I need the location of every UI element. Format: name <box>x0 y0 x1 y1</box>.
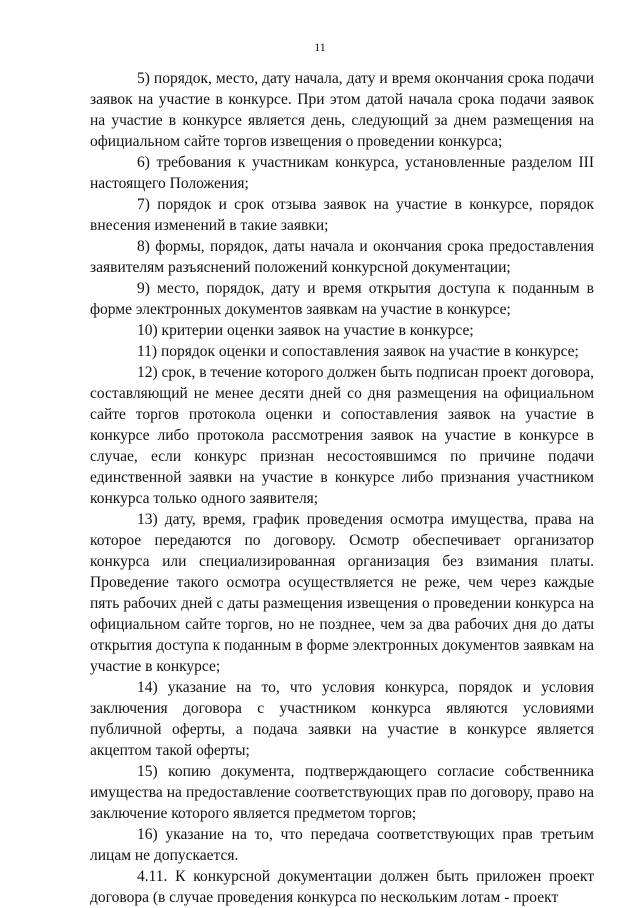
paragraph-section-4-11: 4.11. К конкурсной документации должен быть приложен проект договора (в случае проведения конкурса по нескольким лотам - проект <box>90 868 594 906</box>
paragraph-item-12: 12) срок, в течение которого должен быть подписан проект договора, составляющий не менее десяти дней со дня размещения на официальном сайте торгов протокола оценки и сопоставления заявок на участие в конкурсе либо протокола рассмотрения заявок на участие в конкурсе в случае, если конкурс признан несостоявшимся по причине подачи единственной заявки на участие в конкурсе либо признания участником конкурса только одного заявителя; <box>90 364 594 507</box>
page-number: 11 <box>314 40 326 54</box>
paragraph-item-15: 15) копию документа, подтверждающего согласие собственника имущества на предоставление соответствующих прав по договору, право на заключение которого является предметом торгов; <box>90 763 594 822</box>
paragraph-item-10: 10) критерии оценки заявок на участие в конкурсе; <box>137 322 474 339</box>
paragraph-item-8: 8) формы, порядок, даты начала и окончания срока предоставления заявителям разъяснений положений конкурсной документации; <box>90 238 594 276</box>
paragraph-item-13: 13) дату, время, график проведения осмотра имущества, права на которое передаются по договору. Осмотр обеспечивает организатор конкурса или специализированная организация без взимания платы. Проведение такого осмотра осуществляется не реже, чем через каждые пять рабочих дней с даты размещения извещения о проведении конкурса на официальном сайте торгов, но не позднее, чем за два рабочих дня до даты открытия доступа к поданным в форме электронных документов заявкам на участие в конкурсе; <box>90 511 594 675</box>
paragraph-item-6: 6) требования к участникам конкурса, установленные разделом III настоящего Положения; <box>90 154 594 192</box>
document-body <box>90 68 594 908</box>
paragraph-item-9: 9) место, порядок, дату и время открытия доступа к поданным в форме электронных документов заявкам на участие в конкурсе; <box>90 280 594 318</box>
paragraph-item-7: 7) порядок и срок отзыва заявок на участие в конкурсе, порядок внесения изменений в такие заявки; <box>90 196 594 234</box>
paragraph-item-16: 16) указание на то, что передача соответствующих прав третьим лицам не допускается. <box>90 826 594 864</box>
paragraph-item-5: 5) порядок, место, дату начала, дату и время окончания срока подачи заявок на участие в конкурсе. При этом датой начала срока подачи заявок на участие в конкурсе является день, следующий за днем размещения на официальном сайте торгов извещения о проведении конкурса; <box>90 70 594 150</box>
paragraph-item-14: 14) указание на то, что условия конкурса, порядок и условия заключения договора с участником конкурса являются условиями публичной оферты, а подача заявки на участие в конкурсе является акцептом такой оферты; <box>90 679 594 759</box>
paragraph-item-11: 11) порядок оценки и сопоставления заявок на участие в конкурсе; <box>137 343 579 360</box>
